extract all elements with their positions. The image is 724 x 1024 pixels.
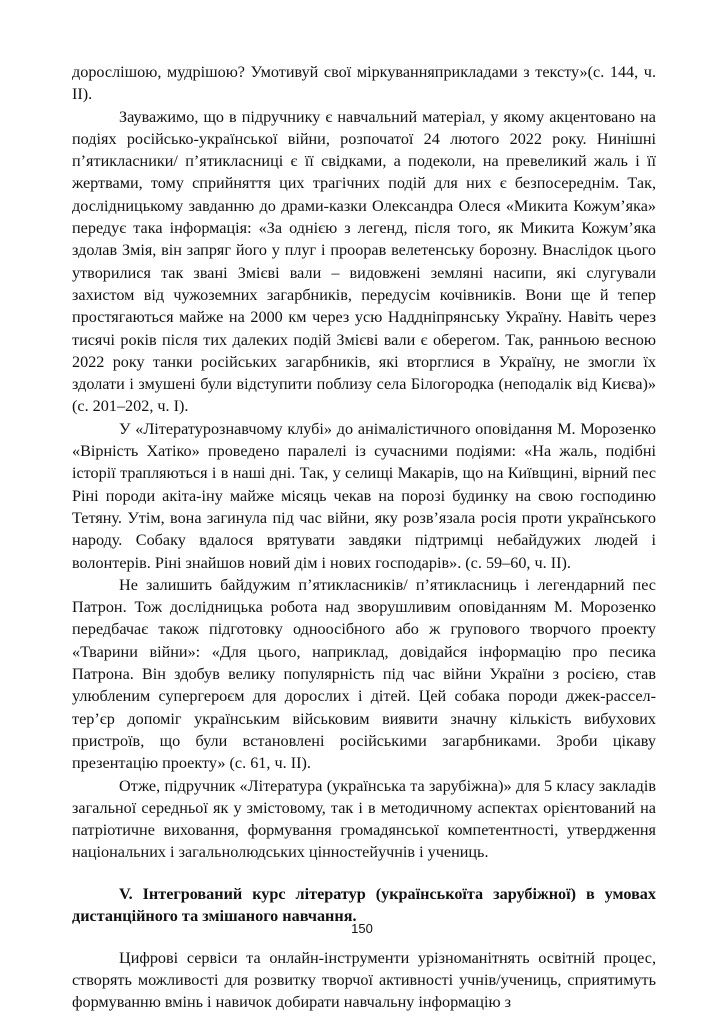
paragraph-literary-club: У «Літературознавчому клубі» до анімалістичного оповідання М. Морозенко «Вірність Хатіко» проведено паралелі із сучасними подіями: «На жаль, подібні історії трапляються і в наші дні. Так, у селищі Макарів, що на Київщині, вірний пес Ріні породи акіта-іну майже місяць чекав на порозі будинку на свою господиню Тетяну. Утім, вона загинула під час війни, яку розв’язала росія проти українського народу. Собаку вдалося врятувати завдяки підтримці небайдужих людей і волонтерів. Ріні знайшов новий дім і нових господарів». (с. 59–60, ч. ІІ). bbox=[72, 419, 656, 572]
paragraph-continuation: дорослішою, мудрішою? Умотивуй свої міркуванняприкладами з тексту»(с. 144, ч. ІІ). bbox=[72, 63, 656, 104]
paragraph-digital-services: Цифрові сервіси та онлайн-інструменти урізноманітнять освітній процес, створять можливості для розвитку творчої активності учнів/учениць, сприятимуть формуванню вмінь і навичок добирати навчальну інформацію з bbox=[72, 948, 656, 1012]
page-number: 150 bbox=[351, 921, 373, 936]
section-heading: V. Інтегрований курс літератур (українськоїта зарубіжної) в умовах дистанційного та змішаного навчання. bbox=[72, 884, 656, 926]
document-page bbox=[72, 61, 656, 1014]
paragraph-patron: Не залишить байдужим п’ятикласників/ п’ятикласниць і легендарний пес Патрон. Тож дослідницька робота над зворушливим оповіданням М. Морозенко передбачає також підготовку одноосібного або ж групового творчого проекту «Тварини війни»: «Для цього, наприклад, довідайся інформацію про песика Патрона. Він здобув велику популярність під час війни України з росією, став улюбленим супергероєм для дорослих і дітей. Цей собака породи джек-рассел-тер’єр допоміг українським військовим виявити значну кількість вибухових пристроїв, що були встановлені російськими загарбниками. Зроби цікаву презентацію проекту» (с. 61, ч. ІІ). bbox=[72, 575, 656, 773]
paragraph-war-events: Зауважимо, що в підручнику є навчальний матеріал, у якому акцентовано на подіях російсько-української війни, розпочатої 24 лютого 2022 року. Нинішні п’ятикласники/ п’ятикласниці є її свідками, а подеколи, на превеликий жаль і її жертвами, тому сприйняття цих трагічних подій для них є безпосереднім. Так, дослідницькому завданню до драми-казки Олександра Олеся «Микита Кожум’яка» передує така інформація: «За однією з легенд, після того, як Микита Кожум’яка здолав Змія, він запряг його у плуг і проорав велетенську борозну. Внаслідок цього утворилися так звані Змієві вали – видовжені земляні насипи, які слугували захистом від чужоземних загарбників, передусім кочівників. Вони ще й тепер простягаються майже на 2000 км через усю Наддніпрянську Україну. Навіть через тисячі років після тих далеких подій Змієві вали є оберегом. Так, ранньою весною 2022 року танки російських загарбників, які вторглися в Україну, не змогли їх здолати і змушені були відступити поблизу села Білогородка (неподалік від Києва)» (с. 201–202, ч. І). bbox=[72, 107, 656, 416]
paragraph-conclusion: Отже, підручник «Література (українська та зарубіжна)» для 5 класу закладів загальної середньої як у змістовому, так і в методичному аспектах орієнтований на патріотичне виховання, формування громадянської компетентності, утвердження національних і загальнолюдських цінностейучнів і учениць. bbox=[72, 776, 656, 862]
